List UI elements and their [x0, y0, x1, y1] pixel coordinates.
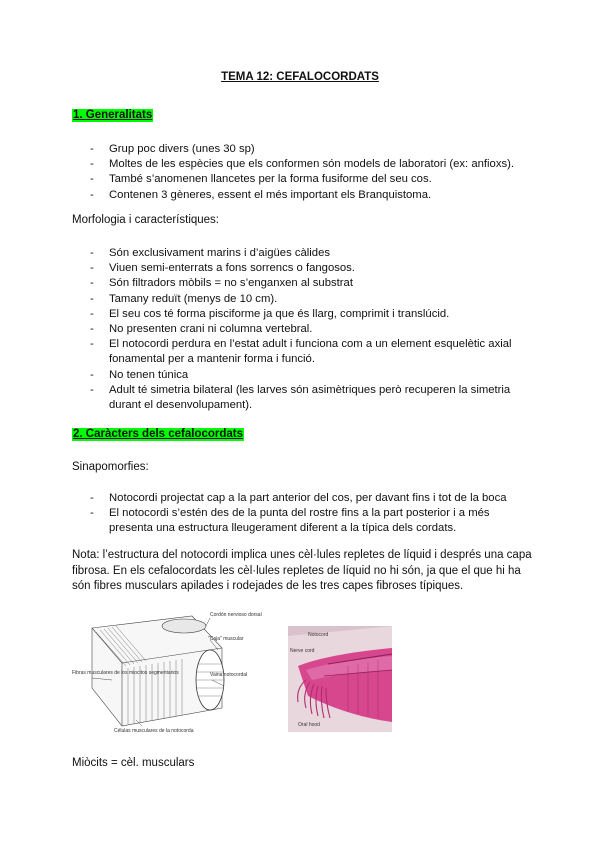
figure-label: Vaina notocordal [210, 672, 248, 678]
figure-label: Células musculares de la notocorda [114, 728, 194, 734]
sinapomorfies-subheading: Sinapomorfies: [72, 461, 149, 473]
morfologia-list [72, 246, 532, 413]
figure-label: Notocord [308, 632, 329, 638]
list-item: - El notocordi s’estén des de la punta del rostre fins a la part posterior i a més presenta una estructura lleugerament diferent a la típica dels cordats. [72, 506, 532, 536]
figure-label: Oral hood [298, 722, 320, 728]
list-item: - Viuen semi-enterrats a fons sorrencs o fangosos. [72, 261, 532, 276]
list-item: - Moltes de les espècies que els conformen són models de laboratori (ex: anfioxs). [72, 157, 532, 172]
list-item: - També s’anomenen llancetes per la forma fusiforme del seu cos. [72, 172, 532, 187]
figure-label: "Caja" muscular [208, 636, 244, 642]
footer-note: Miòcits = cèl. musculars [72, 757, 195, 769]
list-item: - Grup poc divers (unes 30 sp) [72, 142, 532, 157]
morfologia-subheading: Morfologia i característiques: [72, 214, 220, 226]
list-item: - No presenten crani ni columna vertebral. [72, 322, 532, 337]
list-item: - Adult té simetria bilateral (les larves són asimètriques però recuperen la simetria durant el desenvolupament). [72, 383, 532, 413]
figure-label: Cordón nervioso dorsal [210, 612, 262, 618]
list-item: - Són exclusivament marins i d’aigües càlides [72, 246, 532, 261]
list-item: - Són filtradors mòbils = no s’enganxen al substrat [72, 276, 532, 291]
list-item: - Notocordi projectat cap a la part anterior del cos, per davant fins i tot de la boca [72, 491, 532, 506]
figure-label: Nerve cord [290, 648, 315, 654]
section-heading-generalitats: 1. Generalitats [73, 109, 153, 121]
list-item: - No tenen túnica [72, 368, 532, 383]
list-item: - El seu cos té forma pisciforme ja que és llarg, comprimit i translúcid. [72, 307, 532, 322]
list-item: - Contenen 3 gèneres, essent el més important els Branquistoma. [72, 188, 532, 203]
list-item: - El notocordi perdura en l’estat adult i funciona com a un element esquelètic axial fonamental per a mantenir forma i funció. [72, 337, 532, 367]
sinapomorfies-list [72, 491, 532, 537]
figure-label: Fibras musculares de los miocitos segmentarios [72, 670, 179, 676]
list-item: - Tamany reduït (menys de 10 cm). [72, 292, 532, 307]
section-heading-caracters: 2. Caràcters dels cefalocordats [73, 428, 244, 440]
amphioxus-photo-figure [288, 626, 392, 732]
notochord-diagram-figure [72, 608, 262, 736]
generalitats-list [72, 142, 532, 203]
note-paragraph: Nota: l’estructura del notocordi implica unes cèl·lules repletes de líquid i després una capa fibrosa. En els cefalocordats les cèl·lules repletes de líquid no hi són, ja que el que hi ha són fibres musculars apilades i rodejades de les tres capes fibroses típiques. [72, 549, 532, 593]
page-title: TEMA 12: CEFALOCORDATS [221, 71, 379, 83]
